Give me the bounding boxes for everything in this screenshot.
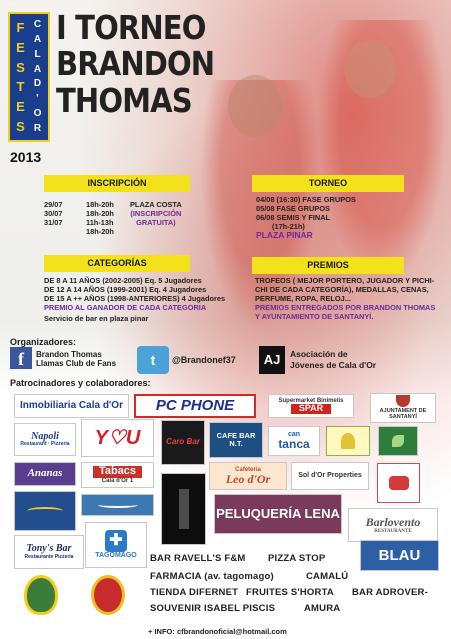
torneo-place: PLAZA PINAR	[256, 230, 313, 240]
torneo-heading: TORNEO	[252, 175, 404, 192]
chef-logo	[326, 426, 370, 456]
tower-icon	[179, 489, 189, 529]
cala-dor-letter: L	[34, 48, 41, 60]
inscripcion-note: (INSCRIPCIÓN	[130, 209, 182, 218]
twitter-icon: t	[137, 346, 169, 374]
inscripcion-times: 18h-20h 18h-20h 11h-13h 18h-20h	[86, 200, 114, 236]
poster-title	[56, 8, 215, 120]
ananas-logo: Ananas	[14, 462, 76, 486]
sponsor-pizza-stop: PIZZA STOP	[268, 553, 326, 564]
sponsor-bar-adrover: BAR ADROVER-	[352, 587, 428, 598]
player-head-left	[228, 75, 282, 137]
facebook-icon: f	[10, 347, 32, 369]
green-logo	[378, 426, 418, 456]
caro-bar-logo: Caro Bar	[161, 420, 205, 465]
tabacs-logo: Tabacs Cala d'Or 1	[81, 462, 154, 488]
cala-dor-letter: '	[36, 93, 39, 105]
cala-dor-letter: O	[33, 107, 42, 119]
title-line: THOMAS	[56, 80, 192, 120]
festes-letter: E	[16, 39, 25, 55]
club-badge-logo	[18, 571, 63, 619]
title-line: I TORNEO	[56, 8, 206, 47]
inscripcion-place-name: PLAZA COSTA	[130, 200, 182, 209]
pcphone-logo: PC PHONE	[134, 394, 256, 418]
event-year: 2013	[10, 149, 42, 165]
facebook-fan-club: Brandon Thomas Llamas Club de Fans	[36, 350, 117, 368]
cala-dor-letter: A	[33, 63, 42, 75]
asociacion-jovenes: Asociación de Jóvenes de Cala d'Or	[290, 349, 377, 370]
categorias-list: DE 8 A 11 AÑOS (2002-2005) Eq. 5 Jugadores DE 12 A 14 AÑOS (1999-2001) Eq. 4 Jugadores DE 15 A ++ AÑOS (1998-ANTERIORES) 4 Jugadores PREMIO AL GANADOR DE CADA CATEGORIA Servicio de bar en plaza pinar	[44, 276, 226, 323]
inscripcion-heading: INSCRIPCIÓN	[44, 175, 190, 192]
festes-letter: S	[16, 59, 25, 75]
sol-dor-logo: Sol d'Or Properties	[291, 462, 369, 490]
cala-dor-letter: A	[33, 34, 42, 46]
cafe-bar-logo: CAFE BAR N.T.	[209, 422, 263, 458]
red-logo	[377, 463, 420, 503]
barlovento-logo: Barlovento RESTAURANTE	[348, 508, 438, 542]
cala-dor-letter: D	[33, 78, 42, 90]
sponsor-farmacia: FARMACIA (av. tagomago)	[150, 571, 274, 582]
napoli-logo: Napoli Restaurant · Pizzeria	[14, 423, 76, 456]
inmobiliaria-logo: Inmobiliaria Cala d'Or	[14, 394, 129, 418]
ajuntament-logo: AJUNTAMENT DE SANTANYÍ	[370, 393, 436, 423]
premios-heading: PREMIOS	[252, 257, 404, 274]
spar-logo: Supermarket Binimelis SPAR	[268, 394, 354, 418]
festes-letters	[13, 18, 28, 136]
festes-cala-dor-badge	[8, 12, 50, 142]
torneo-schedule: 04/08 (16:30) FASE GRUPOS 05/08 FASE GRUPOS 06/08 SEMIS Y FINAL (17h-21h) PLAZA PINAR	[256, 195, 356, 240]
inscripcion-dates: 29/07 30/07 31/07	[44, 200, 63, 227]
blue-banner-logo	[81, 494, 154, 516]
shield-icon	[396, 395, 410, 407]
player-head-right	[344, 40, 396, 98]
script-icon	[98, 502, 138, 508]
you-logo: Y♡U	[81, 419, 154, 457]
bar-service-note: Servicio de bar en plaza pinar	[44, 314, 149, 323]
inscripcion-place	[130, 200, 182, 227]
blau-logo: BLAU	[360, 540, 439, 571]
festes-letter: T	[16, 79, 25, 95]
wave-icon	[27, 507, 63, 515]
football-badge-icon	[24, 575, 58, 615]
categorias-prize-note: PREMIO AL GANADOR DE CADA CATEGORIA	[44, 303, 207, 312]
chef-icon	[341, 433, 355, 449]
patrocinadores-label: Patrocinadores y colaboradores:	[10, 378, 151, 388]
rcd-mallorca-icon	[91, 575, 125, 615]
dark-tower-logo	[161, 473, 206, 545]
festes-letter: F	[16, 20, 25, 36]
festes-letter: E	[16, 98, 25, 114]
blue-shop-logo	[14, 491, 76, 531]
sponsor-souvenir-isabel: SOUVENIR ISABEL PISCIS	[150, 603, 276, 614]
leo-dor-logo: Cafetería Leo d'Or	[209, 462, 287, 490]
sponsor-amura: AMURA	[304, 603, 341, 614]
organizadores-label: Organizadores:	[10, 337, 77, 347]
sponsor-tienda-difernet: TIENDA DIFERNET	[150, 587, 239, 598]
contact-email: + INFO: cfbrandonoficial@hotmail.com	[148, 627, 287, 636]
festes-letter: S	[16, 118, 25, 134]
inscripcion-note: GRATUITA)	[136, 218, 176, 227]
premios-list: TROFEOS ( MEJOR PORTERO, JUGADOR Y PICHI- CHI DE CADA CATEGORÍA), MEDALLAS, CENAS, PERFUME, ROPA, RELOJ... PREMIOS ENTREGADOS POR BRANDON THOMAS Y AYUNTAMIENTO DE SANTANYÍ.	[255, 276, 436, 321]
sponsor-camalu: CAMALÚ	[306, 571, 349, 582]
tagomago-logo: ✚ TAGOMAGO	[85, 522, 147, 568]
aj-logo-icon: AJ	[259, 346, 285, 374]
cala-dor-letter: R	[33, 122, 42, 134]
sponsor-bar-ravells: BAR RAVELL'S F&M	[150, 553, 246, 564]
can-tanca-logo: can tanca	[268, 426, 320, 456]
flame-icon	[389, 476, 409, 490]
cross-icon: ✚	[105, 530, 127, 552]
categorias-heading: CATEGORÍAS	[44, 255, 190, 272]
tonys-bar-logo: Tony's Bar Restaurante Pizzeria	[14, 535, 84, 569]
peluqueria-lena-logo: PELUQUERÍA LENA	[214, 494, 342, 534]
twitter-handle: @Brandonef37	[172, 355, 236, 365]
cala-dor-letters	[30, 18, 45, 136]
sponsor-fruites-shorta: FRUITES S'HORTA	[246, 587, 334, 598]
title-line: BRANDON	[56, 44, 215, 84]
cala-dor-letter: C	[33, 19, 42, 31]
mallorca-badge-logo	[85, 571, 130, 619]
leaf-icon	[392, 435, 404, 447]
